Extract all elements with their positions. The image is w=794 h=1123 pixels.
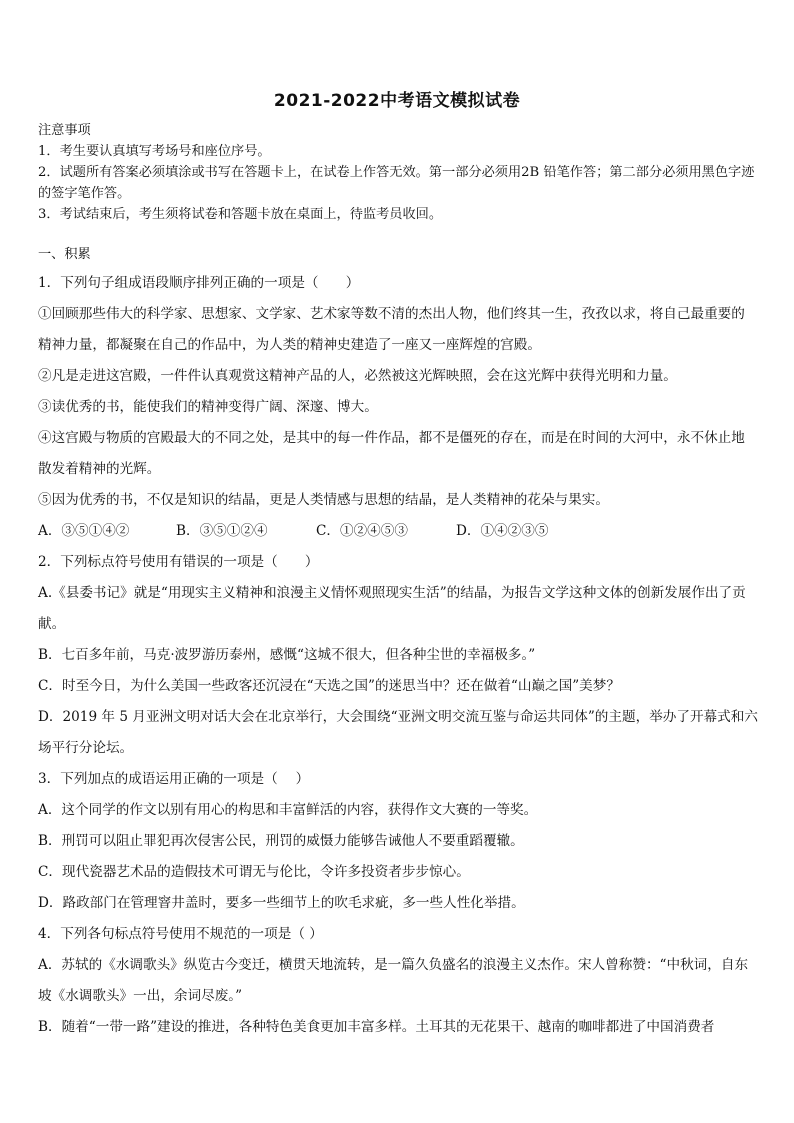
q1-options (38, 516, 758, 547)
q4-option-a: A．苏轼的《水调歌头》纵览古今变迁，横贯天地流转，是一篇久负盛名的浪漫主义杰作。宋人曾称赞：“中秋词，自东坡《水调歌头》一出，余词尽废。” (38, 957, 749, 1004)
q3-option-a: A．这个同学的作文以别有用心的构思和丰富鲜活的内容，获得作文大赛的一等奖。 (38, 802, 538, 818)
q4-option-b: B．随着“一带一路”建设的推进，各种特色美食更加丰富多样。土耳其的无花果干、越南的咖啡都进了中国消费者 (38, 1019, 715, 1035)
notes-item-1: 1．考生要认真填写考场号和座位序号。 (38, 144, 271, 159)
q1-option-c: C．①②④⑤③ (316, 523, 408, 539)
q1-sentence-1: ①回顾那些伟大的科学家、思想家、文学家、艺术家等数不清的杰出人物，他们终其一生，孜孜以求，将自己最重要的精神力量，都凝聚在自己的作品中，为人类的精神史建造了一座又一座辉煌的宫殿。 (38, 306, 745, 353)
section-title: 一、积累 (38, 247, 91, 262)
q2-option-a: A.《县委书记》就是“用现实主义精神和浪漫主义情怀观照现实生活”的结晶，为报告文学这种文体的创新发展作出了贡献。 (38, 585, 746, 632)
q4-stem: 4．下列各句标点符号使用不规范的一项是（ ） (38, 926, 323, 942)
q1-sentence-2: ②凡是走进这宫殿，一件件认真观赏这精神产品的人，必然被这光辉映照，会在这光辉中获得光明和力量。 (38, 368, 677, 384)
q1-option-a: A．③⑤①④② (38, 523, 130, 539)
q2-stem: 2．下列标点符号使用有错误的一项是（ ） (38, 554, 319, 570)
q2-option-c: C．时至今日，为什么美国一些政客还沉浸在“天选之国”的迷思当中？还在做着“山巅之国”美梦？ (38, 678, 620, 694)
q2-option-d: D．2019 年 5 月亚洲文明对话大会在北京举行，大会围绕“亚洲文明交流互鉴与命运共同体”的主题，举办了开幕式和六场平行分论坛。 (38, 709, 758, 756)
q3-option-d: D．路政部门在管理窨井盖时，要多一些细节上的吹毛求疵，多一些人性化举措。 (38, 895, 525, 911)
q1-option-b: B．③⑤①②④ (176, 523, 268, 539)
notes-item-2: 2．试题所有答案必须填涂或书写在答题卡上，在试卷上作答无效。第一部分必须用2B 铅笔作答；第二部分必须用黑色字迹的签字笔作答。 (38, 165, 755, 201)
q3-option-c: C．现代瓷器艺术品的造假技术可谓无与伦比，令许多投资者步步惊心。 (38, 864, 470, 880)
q1-sentence-3: ③读优秀的书，能使我们的精神变得广阔、深邃、博大。 (38, 399, 378, 415)
page-title: 2021-2022中考语文模拟试卷 (273, 91, 521, 111)
q2-option-b: B．七百多年前，马克·波罗游历泰州，感慨“这城不很大，但各种尘世的幸福极多。” (38, 647, 536, 663)
q1-sentence-5: ⑤因为优秀的书，不仅是知识的结晶，更是人类情感与思想的结晶，是人类精神的花朵与果实。 (38, 492, 609, 508)
notes-item-3: 3．考试结束后，考生须将试卷和答题卡放在桌面上，待监考员收回。 (38, 207, 443, 222)
notes-block (38, 120, 758, 225)
questions-content (38, 268, 758, 1043)
q3-stem: 3．下列加点的成语运用正确的一项是（ ） (38, 771, 310, 787)
q1-sentence-4: ④这宫殿与物质的宫殿最大的不同之处，是其中的每一件作品，都不是僵死的存在，而是在时间的大河中，永不休止地散发着精神的光辉。 (38, 430, 745, 477)
q1-stem: 1．下列句子组成语段顺序排列正确的一项是（ ） (38, 275, 360, 291)
notes-heading: 注意事项 (38, 123, 91, 138)
q3-option-b: B．刑罚可以阻止罪犯再次侵害公民，刑罚的威慑力能够告诫他人不要重蹈覆辙。 (38, 833, 524, 849)
q1-option-d: D．①④②③⑤ (456, 523, 549, 539)
